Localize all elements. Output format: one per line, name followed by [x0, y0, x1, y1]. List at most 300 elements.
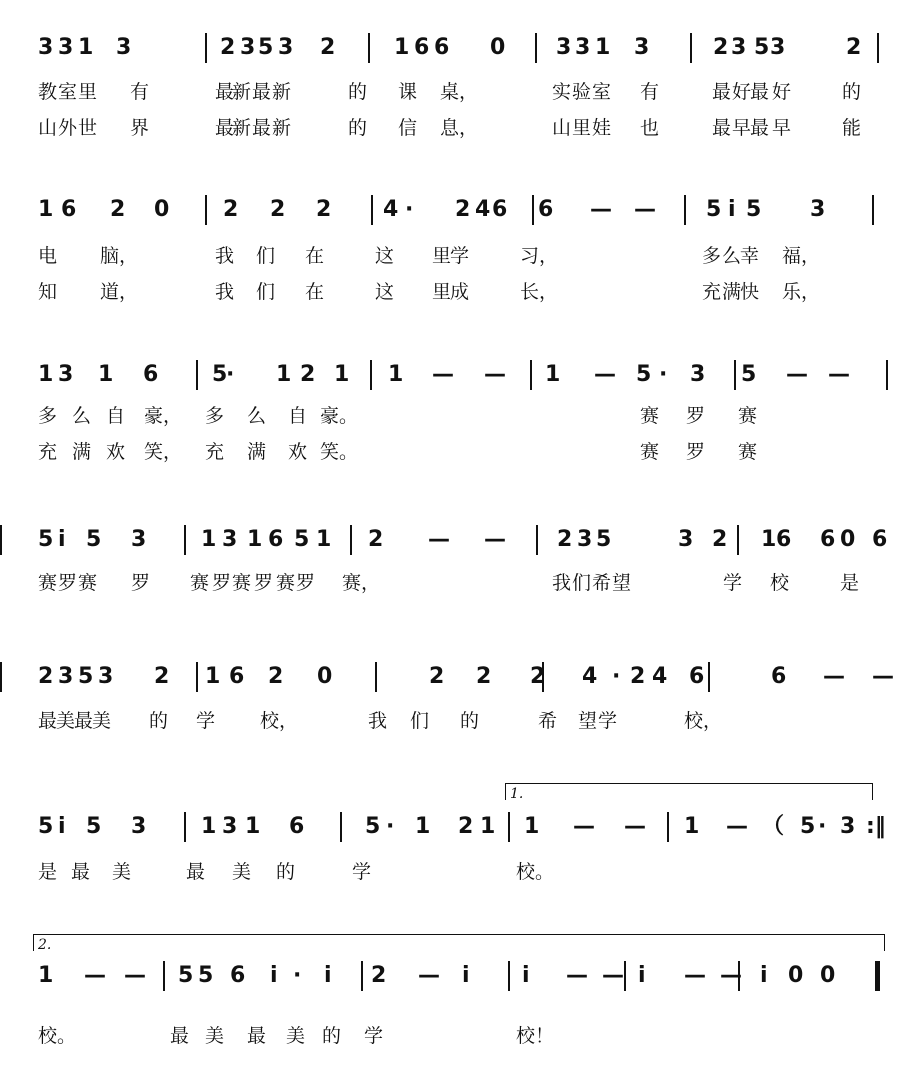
- note: 5: [636, 362, 652, 387]
- lyric-syllable: 有: [130, 81, 150, 103]
- note: —: [823, 664, 845, 689]
- lyric-syllable: 笑，: [144, 441, 183, 463]
- lyric-syllable: 豪，: [144, 405, 183, 427]
- note: 4: [475, 197, 491, 222]
- lyric-syllable: 学: [196, 710, 216, 732]
- lyric-syllable: 的: [276, 861, 296, 883]
- barline: [375, 662, 377, 692]
- barline: [535, 33, 537, 63]
- note: —: [634, 197, 656, 222]
- lyric-syllable: 望: [578, 710, 598, 732]
- lyric-syllable: 赛: [738, 441, 758, 463]
- lyric-line: [0, 118, 909, 138]
- note: i: [728, 197, 736, 222]
- note: —: [566, 963, 588, 988]
- barline: [370, 360, 372, 390]
- barline: [196, 662, 198, 692]
- note: 1: [201, 527, 217, 552]
- lyric-syllable: 充: [702, 281, 722, 303]
- barline: [536, 525, 538, 555]
- lyric-syllable: 室: [58, 81, 78, 103]
- note: 1: [480, 814, 496, 839]
- note: 5: [294, 527, 310, 552]
- barline: [371, 195, 373, 225]
- lyric-syllable: 欢: [106, 441, 126, 463]
- lyric-syllable: 最: [712, 117, 732, 139]
- note: 1: [247, 527, 263, 552]
- lyric-syllable: 校，: [684, 710, 723, 732]
- note: 2: [712, 527, 728, 552]
- lyric-syllable: 外: [58, 117, 78, 139]
- lyric-syllable: 习，: [520, 245, 559, 267]
- note: 5: [38, 814, 54, 839]
- note: 1: [78, 35, 94, 60]
- note: 1: [201, 814, 217, 839]
- note: 2: [530, 664, 546, 689]
- lyric-syllable: 笑。: [320, 441, 359, 463]
- lyric-syllable: 欢: [288, 441, 308, 463]
- note: 1: [684, 814, 700, 839]
- note: i: [58, 527, 66, 552]
- lyric-syllable: 的: [149, 710, 169, 732]
- note: —: [786, 362, 808, 387]
- note: 2: [846, 35, 862, 60]
- lyric-syllable: 是: [840, 572, 860, 594]
- barline: [532, 195, 534, 225]
- volta-label: 2.: [38, 937, 52, 953]
- lyric-syllable: 能: [842, 117, 862, 139]
- lyric-syllable: 罗: [131, 572, 151, 594]
- note: 2: [371, 963, 387, 988]
- note: 3: [116, 35, 132, 60]
- note: 1: [388, 362, 404, 387]
- lyric-syllable: 校，: [260, 710, 299, 732]
- note: 1: [595, 35, 611, 60]
- barline: [0, 662, 2, 692]
- note: —: [84, 963, 106, 988]
- lyric-syllable: 是: [38, 861, 58, 883]
- note: 3: [770, 35, 786, 60]
- barline: [886, 360, 888, 390]
- lyric-syllable: 美: [56, 710, 76, 732]
- barline: [667, 812, 669, 842]
- note: ·: [659, 362, 668, 387]
- note: 3: [131, 527, 147, 552]
- note: 3: [840, 814, 856, 839]
- lyric-syllable: 这: [375, 281, 395, 303]
- notation-line-3: [0, 362, 909, 387]
- note: 5: [800, 814, 816, 839]
- notation-line-4: [0, 527, 909, 552]
- note: 4: [652, 664, 668, 689]
- barline: [738, 961, 740, 991]
- note: 6: [230, 963, 246, 988]
- notation-line-2: [0, 197, 909, 222]
- lyric-syllable: 界: [130, 117, 150, 139]
- lyric-syllable: 最: [38, 710, 58, 732]
- note: ·: [405, 197, 414, 222]
- note: 1: [205, 664, 221, 689]
- note: 2: [476, 664, 492, 689]
- note: 1: [38, 197, 54, 222]
- note: 5: [741, 362, 757, 387]
- lyric-syllable: 校。: [38, 1025, 77, 1047]
- barline: [205, 195, 207, 225]
- lyric-syllable: 最: [186, 861, 206, 883]
- lyric-line: [0, 573, 909, 593]
- barline: [184, 812, 186, 842]
- note: ·: [386, 814, 395, 839]
- lyric-syllable: 电: [38, 245, 58, 267]
- lyric-syllable: 最: [74, 710, 94, 732]
- lyric-syllable: 罗: [212, 572, 232, 594]
- note: 2: [300, 362, 316, 387]
- note: 2: [220, 35, 236, 60]
- note: 5: [212, 362, 228, 387]
- lyric-syllable: 校。: [516, 861, 555, 883]
- lyric-syllable: 最: [170, 1025, 190, 1047]
- lyric-syllable: 们: [256, 245, 276, 267]
- lyric-syllable: 快: [740, 281, 760, 303]
- note: —: [573, 814, 595, 839]
- note: 5: [706, 197, 722, 222]
- note: —: [720, 963, 742, 988]
- lyric-syllable: 信: [398, 117, 418, 139]
- lyric-syllable: 最: [252, 81, 272, 103]
- barline: [368, 33, 370, 63]
- lyric-syllable: 希: [538, 710, 558, 732]
- lyric-syllable: 息，: [440, 117, 479, 139]
- barline: [350, 525, 352, 555]
- lyric-syllable: 里: [78, 81, 98, 103]
- note: —: [484, 527, 506, 552]
- lyric-syllable: 也: [640, 117, 660, 139]
- note: 1: [316, 527, 332, 552]
- lyric-syllable: 的: [322, 1025, 342, 1047]
- note: 3: [131, 814, 147, 839]
- lyric-syllable: 赛，: [342, 572, 381, 594]
- lyric-syllable: 自: [288, 405, 308, 427]
- lyric-syllable: 这: [375, 245, 395, 267]
- lyric-line: [0, 711, 909, 731]
- note: 3: [38, 35, 54, 60]
- lyric-syllable: 最: [71, 861, 91, 883]
- lyric-syllable: 罗: [254, 572, 274, 594]
- lyric-syllable: 赛: [640, 441, 660, 463]
- barline: [508, 812, 510, 842]
- lyric-syllable: 么: [72, 405, 92, 427]
- note: 6: [434, 35, 450, 60]
- lyric-syllable: 学: [723, 572, 743, 594]
- note: 3: [690, 362, 706, 387]
- lyric-syllable: 满: [72, 441, 92, 463]
- lyric-syllable: 赛: [640, 405, 660, 427]
- note: 3: [58, 664, 74, 689]
- volta-bracket: [505, 783, 873, 800]
- lyric-syllable: 山: [552, 117, 572, 139]
- note: 6: [492, 197, 508, 222]
- lyric-syllable: 罗: [686, 405, 706, 427]
- note: 1: [394, 35, 410, 60]
- lyric-syllable: 多: [702, 245, 722, 267]
- note: 1: [415, 814, 431, 839]
- lyric-line: [0, 1026, 909, 1046]
- barline: [624, 961, 626, 991]
- note: 3: [556, 35, 572, 60]
- note: 2: [630, 664, 646, 689]
- note: 3: [240, 35, 256, 60]
- note: 2: [38, 664, 54, 689]
- lyric-syllable: 豪。: [320, 405, 359, 427]
- lyric-syllable: 里: [432, 245, 452, 267]
- note: —: [594, 362, 616, 387]
- lyric-syllable: 早: [732, 117, 752, 139]
- note: —: [828, 362, 850, 387]
- barline: [877, 33, 879, 63]
- note: 6: [820, 527, 836, 552]
- note: —: [624, 814, 646, 839]
- note: 5: [258, 35, 274, 60]
- lyric-syllable: 美: [232, 861, 252, 883]
- note: 2: [110, 197, 126, 222]
- note: 2: [316, 197, 332, 222]
- lyric-syllable: 最: [712, 81, 732, 103]
- lyric-syllable: 成: [450, 281, 470, 303]
- note: 2: [223, 197, 239, 222]
- note: 6: [414, 35, 430, 60]
- lyric-syllable: 我: [552, 572, 572, 594]
- lyric-syllable: 们: [256, 281, 276, 303]
- notation-line-6: [0, 814, 909, 839]
- note: —: [418, 963, 440, 988]
- note: 3: [634, 35, 650, 60]
- note: i: [638, 963, 646, 988]
- note: 2: [455, 197, 471, 222]
- lyric-syllable: 新: [272, 81, 292, 103]
- barline: [205, 33, 207, 63]
- lyric-syllable: 赛: [738, 405, 758, 427]
- note: 6: [776, 527, 792, 552]
- lyric-syllable: 充: [38, 441, 58, 463]
- note: 1: [761, 527, 777, 552]
- lyric-syllable: 校！: [516, 1025, 555, 1047]
- lyric-syllable: 最: [750, 117, 770, 139]
- lyric-syllable: 好: [732, 81, 752, 103]
- lyric-syllable: 娃: [592, 117, 612, 139]
- note: —: [432, 362, 454, 387]
- notation-line-5: [0, 664, 909, 689]
- lyric-syllable: 山: [38, 117, 58, 139]
- volta-bracket: [33, 934, 885, 951]
- barline: [737, 525, 739, 555]
- lyric-syllable: 最: [215, 117, 235, 139]
- lyric-syllable: 希: [592, 572, 612, 594]
- lyric-syllable: 美: [286, 1025, 306, 1047]
- note: 2: [154, 664, 170, 689]
- note: 5: [198, 963, 214, 988]
- lyric-syllable: 长，: [520, 281, 559, 303]
- lyric-syllable: 赛: [190, 572, 210, 594]
- lyric-syllable: 望: [612, 572, 632, 594]
- note: 6: [143, 362, 159, 387]
- lyric-syllable: 最: [750, 81, 770, 103]
- note: 1: [38, 963, 54, 988]
- lyric-syllable: 新: [232, 81, 252, 103]
- note: i: [760, 963, 768, 988]
- note: ·: [226, 362, 235, 387]
- note: 5: [596, 527, 612, 552]
- barline: [340, 812, 342, 842]
- note: 5: [86, 527, 102, 552]
- note: 2: [368, 527, 384, 552]
- lyric-syllable: 多: [205, 405, 225, 427]
- lyric-syllable: 在: [305, 245, 325, 267]
- note: 4: [582, 664, 598, 689]
- note: 4: [383, 197, 399, 222]
- note: i: [324, 963, 332, 988]
- barline: [690, 33, 692, 63]
- barline: [184, 525, 186, 555]
- note: ·: [818, 814, 827, 839]
- note: —: [872, 664, 894, 689]
- lyric-syllable: 好: [772, 81, 792, 103]
- lyric-syllable: 教: [38, 81, 58, 103]
- lyric-line: [0, 82, 909, 102]
- lyric-syllable: 满: [247, 441, 267, 463]
- lyric-line: [0, 282, 909, 302]
- note: 3: [575, 35, 591, 60]
- lyric-syllable: 在: [305, 281, 325, 303]
- note: i: [58, 814, 66, 839]
- note: i: [522, 963, 530, 988]
- note: 0: [317, 664, 333, 689]
- note: 6: [289, 814, 305, 839]
- note: —: [124, 963, 146, 988]
- lyric-syllable: 充: [205, 441, 225, 463]
- lyric-syllable: 福，: [782, 245, 821, 267]
- note: 3: [98, 664, 114, 689]
- lyric-syllable: 世: [78, 117, 98, 139]
- note: 0: [840, 527, 856, 552]
- lyric-syllable: 罗: [296, 572, 316, 594]
- note: 5: [746, 197, 762, 222]
- lyric-syllable: 里: [432, 281, 452, 303]
- lyric-syllable: 桌，: [440, 81, 479, 103]
- note: （: [762, 814, 785, 839]
- note: 1: [276, 362, 292, 387]
- barline: [734, 360, 736, 390]
- lyric-syllable: 赛: [78, 572, 98, 594]
- note: 2: [713, 35, 729, 60]
- lyric-syllable: 罗: [686, 441, 706, 463]
- barline: [196, 360, 198, 390]
- lyric-syllable: 最: [252, 117, 272, 139]
- barline: [875, 961, 880, 991]
- note: —: [428, 527, 450, 552]
- note: 6: [61, 197, 77, 222]
- note: 1: [334, 362, 350, 387]
- barline: [163, 961, 165, 991]
- volta-label: 1.: [510, 786, 524, 802]
- barline: [684, 195, 686, 225]
- lyric-syllable: 美: [112, 861, 132, 883]
- note: :‖: [866, 814, 886, 839]
- lyric-syllable: 么: [247, 405, 267, 427]
- lyric-syllable: 乐，: [782, 281, 821, 303]
- lyric-syllable: 最: [247, 1025, 267, 1047]
- note: —: [602, 963, 624, 988]
- lyric-line: [0, 862, 909, 882]
- lyric-syllable: 赛: [38, 572, 58, 594]
- lyric-line: [0, 246, 909, 266]
- lyric-syllable: 我: [215, 245, 235, 267]
- lyric-syllable: 的: [842, 81, 862, 103]
- barline: [542, 662, 544, 692]
- note: 5: [365, 814, 381, 839]
- lyric-syllable: 幸: [740, 245, 760, 267]
- note: 2: [557, 527, 573, 552]
- note: 3: [58, 362, 74, 387]
- note: 3: [810, 197, 826, 222]
- note: 5: [754, 35, 770, 60]
- note: 2: [270, 197, 286, 222]
- notation-line-7: [0, 963, 909, 988]
- lyric-syllable: 们: [410, 710, 430, 732]
- lyric-syllable: 们: [572, 572, 592, 594]
- barline: [508, 961, 510, 991]
- note: 5: [78, 664, 94, 689]
- note: 2: [429, 664, 445, 689]
- lyric-syllable: 验: [572, 81, 592, 103]
- lyric-syllable: 美: [205, 1025, 225, 1047]
- note: ·: [612, 664, 621, 689]
- note: 5: [38, 527, 54, 552]
- note: 0: [154, 197, 170, 222]
- note: 5: [86, 814, 102, 839]
- note: 2: [320, 35, 336, 60]
- barline: [361, 961, 363, 991]
- note: 1: [545, 362, 561, 387]
- note: 6: [689, 664, 705, 689]
- note: 3: [577, 527, 593, 552]
- lyric-syllable: 学: [352, 861, 372, 883]
- lyric-syllable: 多: [38, 405, 58, 427]
- lyric-syllable: 的: [460, 710, 480, 732]
- lyric-syllable: 的: [348, 81, 368, 103]
- lyric-syllable: 有: [640, 81, 660, 103]
- lyric-syllable: 道，: [100, 281, 139, 303]
- lyric-syllable: 么: [722, 245, 742, 267]
- note: 3: [222, 814, 238, 839]
- note: —: [726, 814, 748, 839]
- note: ·: [293, 963, 302, 988]
- lyric-syllable: 实: [552, 81, 572, 103]
- lyric-syllable: 室: [592, 81, 612, 103]
- lyric-syllable: 学: [450, 245, 470, 267]
- lyric-syllable: 赛: [276, 572, 296, 594]
- lyric-syllable: 我: [215, 281, 235, 303]
- note: 6: [538, 197, 554, 222]
- note: 3: [278, 35, 294, 60]
- note: 2: [268, 664, 284, 689]
- lyric-syllable: 里: [572, 117, 592, 139]
- note: 1: [245, 814, 261, 839]
- lyric-line: [0, 442, 909, 462]
- note: 3: [731, 35, 747, 60]
- note: i: [270, 963, 278, 988]
- lyric-syllable: 校: [770, 572, 790, 594]
- note: 0: [490, 35, 506, 60]
